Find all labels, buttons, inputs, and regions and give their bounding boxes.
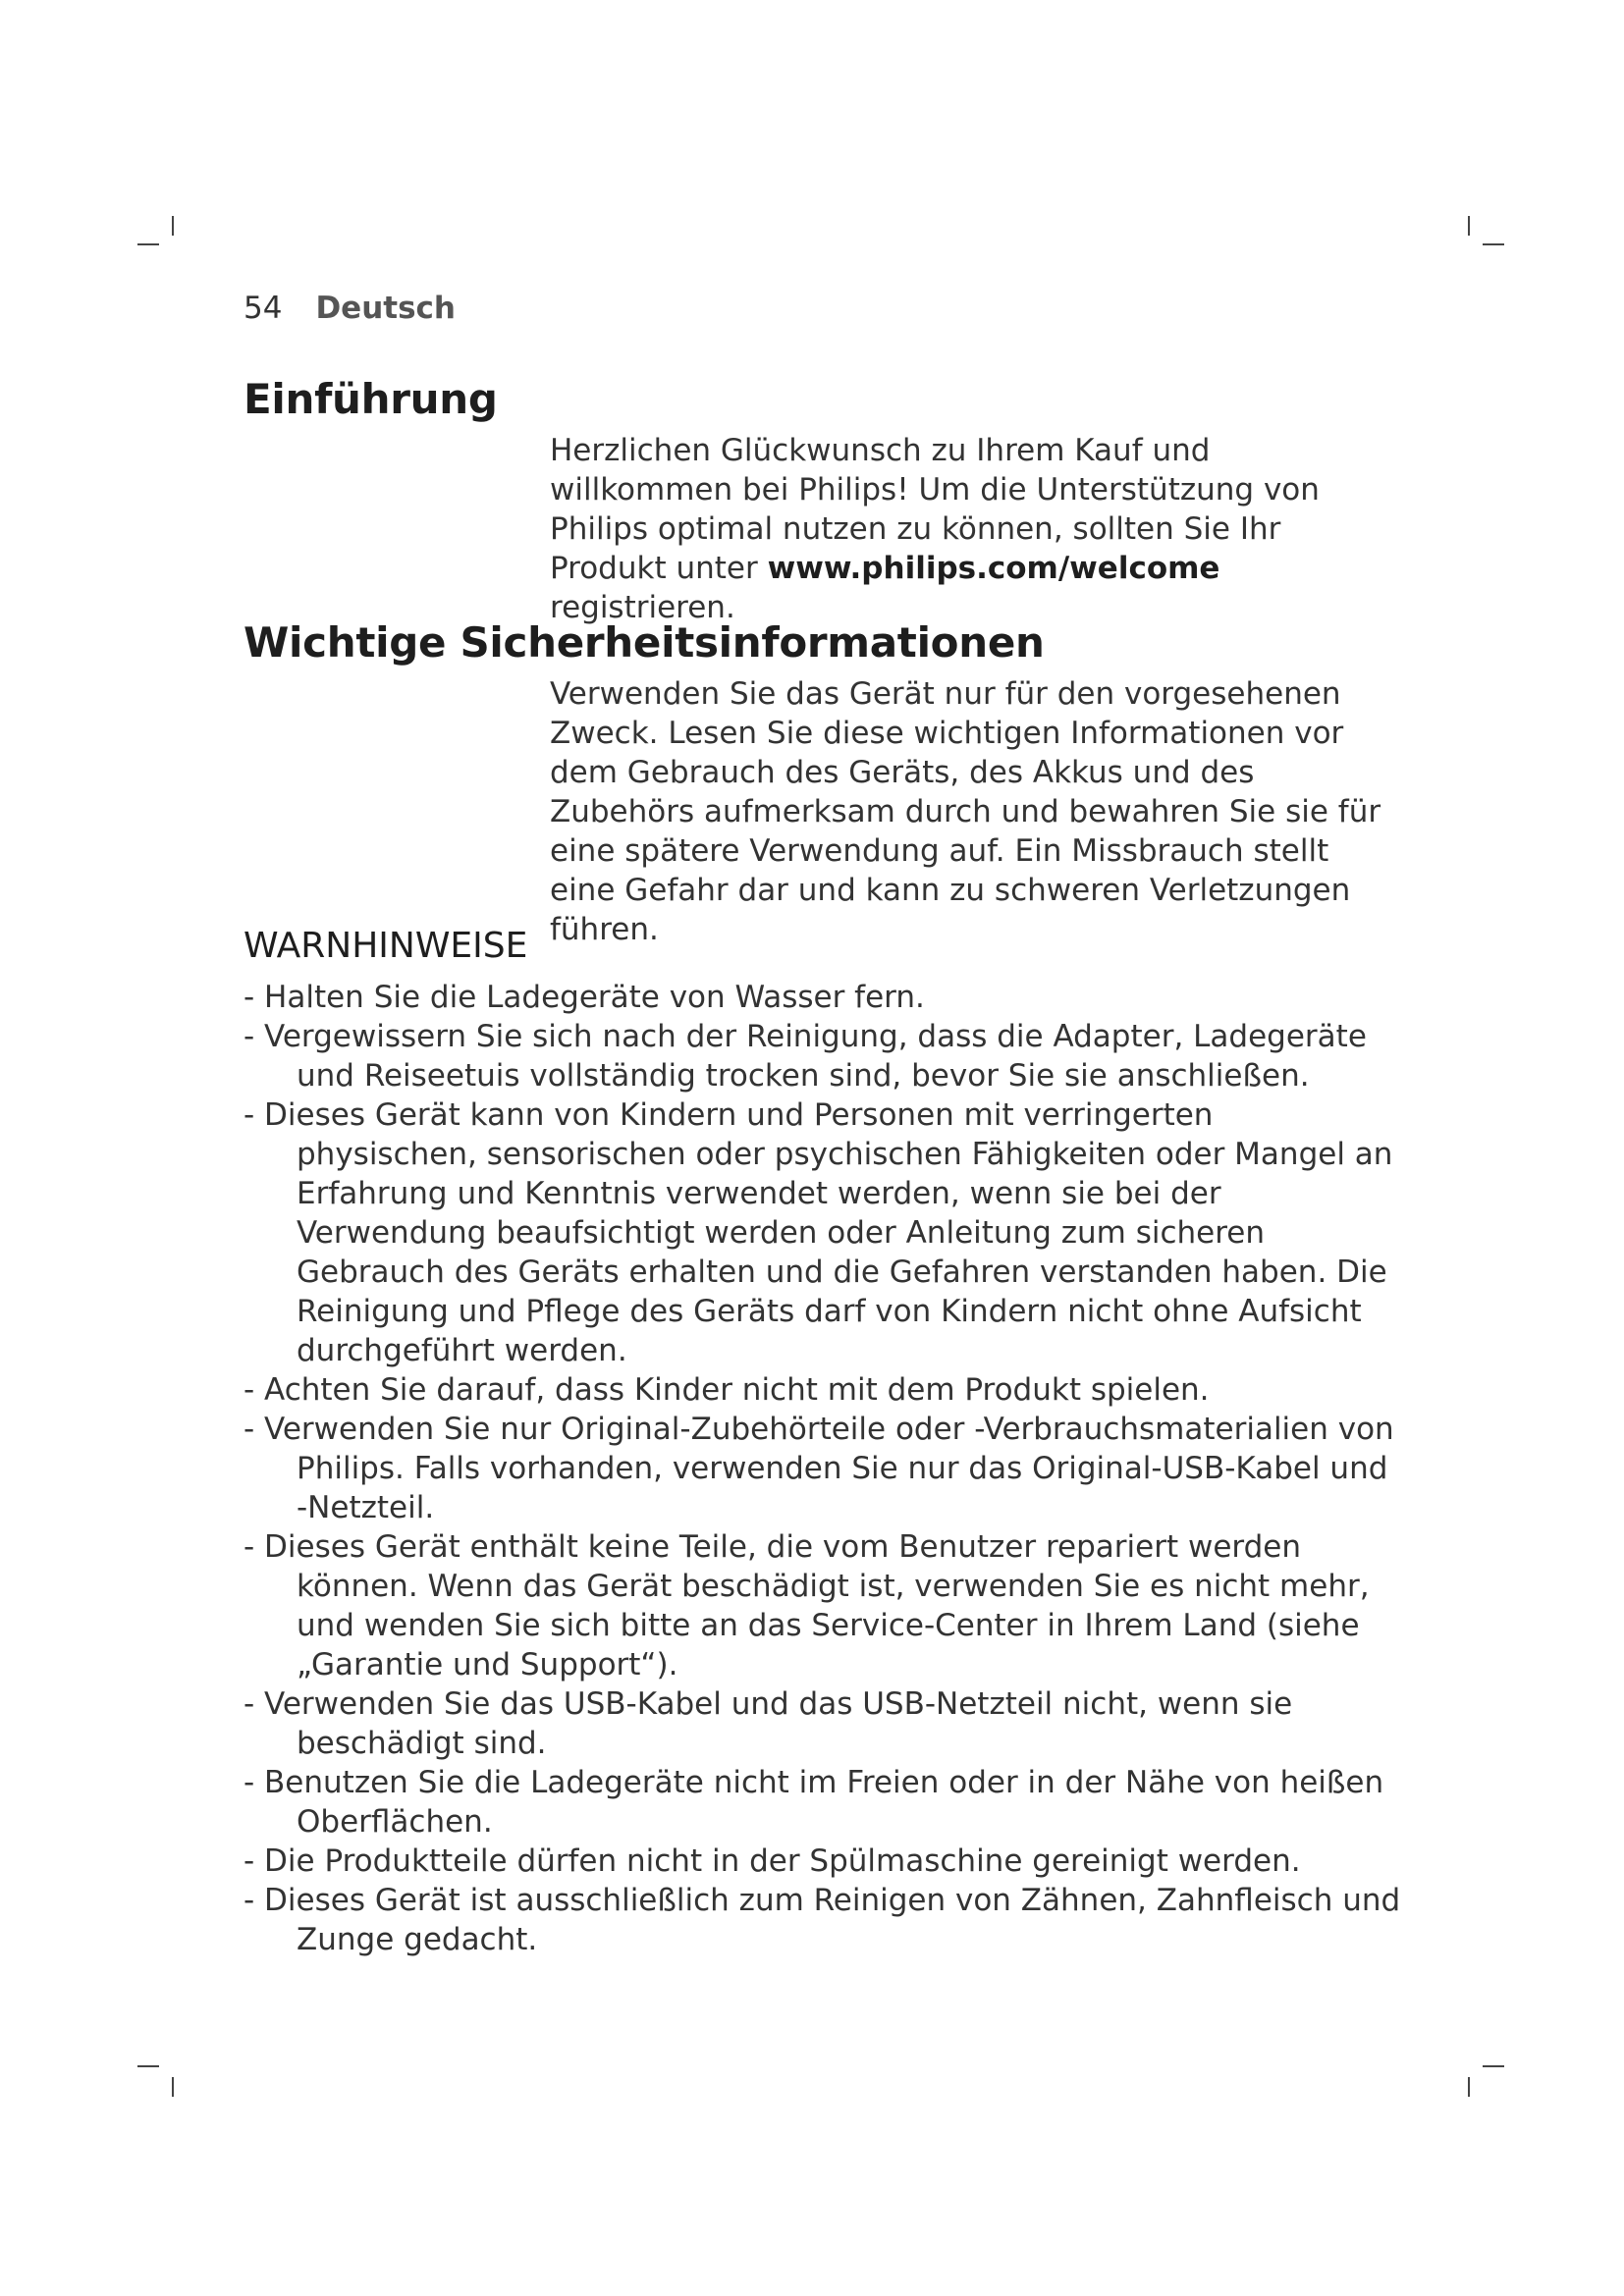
- safety-heading: Wichtige Sicherheitsinformationen: [244, 618, 1045, 667]
- intro-heading: Einführung: [244, 375, 498, 423]
- warning-item: - Dieses Gerät ist ausschließlich zum Reinigen von Zähnen, Zahnfleisch und Zunge gedacht.: [244, 1883, 1401, 1957]
- warning-item: - Benutzen Sie die Ladegeräte nicht im Freien oder in der Nähe von heißen Oberflächen.: [244, 1765, 1384, 1840]
- crop-mark-top-left-h: [137, 243, 159, 245]
- warning-item: - Achten Sie darauf, dass Kinder nicht mit dem Produkt spielen.: [244, 1372, 1210, 1408]
- intro-paragraph: [550, 431, 1394, 627]
- warnings-heading: WARNHINWEISE: [244, 926, 528, 966]
- intro-text: Herzlichen Glückwunsch zu Ihrem Kauf und willkommen bei Philips! Um die Unterstützung von Philips optimal nutzen zu können, sollten Sie Ihr Produkt unter: [550, 433, 1320, 586]
- warning-item: - Dieses Gerät kann von Kindern und Personen mit verringerten physischen, sensorischen oder psychischen Fähigkeiten oder Mangel an Erfahrung und Kenntnis verwendet werden, wenn sie bei der Verwendung beaufsichtigt werden oder Anleitung zum sicheren Gebrauch des Geräts erhalten und die Gefahren verstanden haben. Die Reinigung und Pflege des Geräts darf von Kindern nicht ohne Aufsicht durchgeführt werden.: [244, 1097, 1393, 1368]
- intro-text-end: registrieren.: [550, 590, 735, 625]
- warning-item: - Vergewissern Sie sich nach der Reinigung, dass die Adapter, Ladegeräte und Reiseetuis vollständig trocken sind, bevor Sie sie anschließen.: [244, 1019, 1367, 1094]
- crop-mark-bottom-right-v: [1468, 2077, 1470, 2097]
- crop-mark-top-right-v: [1468, 216, 1470, 236]
- crop-mark-top-left-v: [172, 216, 174, 236]
- crop-mark-bottom-left-h: [137, 2065, 159, 2067]
- warning-item: - Verwenden Sie das USB-Kabel und das USB-Netzteil nicht, wenn sie beschädigt sind.: [244, 1686, 1293, 1761]
- page-language: Deutsch: [315, 291, 456, 326]
- warnings-list: [244, 978, 1402, 1959]
- warning-item: - Dieses Gerät enthält keine Teile, die vom Benutzer repariert werden können. Wenn das Gerät beschädigt ist, verwenden Sie es nicht mehr, und wenden Sie sich bitte an das Service-Center in Ihrem Land (siehe „Garantie und Support“).: [244, 1529, 1370, 1682]
- crop-mark-bottom-left-v: [172, 2077, 174, 2097]
- warning-item: - Halten Sie die Ladegeräte von Wasser fern.: [244, 980, 925, 1015]
- page-header: [244, 291, 456, 326]
- crop-mark-top-right-h: [1483, 243, 1504, 245]
- page-number: 54: [244, 291, 283, 326]
- warning-item: - Verwenden Sie nur Original-Zubehörteile oder -Verbrauchsmaterialien von Philips. Falls vorhanden, verwenden Sie nur das Original-USB-Kabel und -Netzteil.: [244, 1412, 1394, 1525]
- welcome-link[interactable]: www.philips.com/welcome: [767, 551, 1220, 586]
- crop-mark-bottom-right-h: [1483, 2065, 1504, 2067]
- safety-paragraph: Verwenden Sie das Gerät nur für den vorgesehenen Zweck. Lesen Sie diese wichtigen Informationen vor dem Gebrauch des Geräts, des Akkus und des Zubehörs aufmerksam durch und bewahren Sie sie für eine spätere Verwendung auf. Ein Missbrauch stellt eine Gefahr dar und kann zu schweren Verletzungen führen.: [550, 676, 1381, 947]
- warning-item: - Die Produktteile dürfen nicht in der Spülmaschine gereinigt werden.: [244, 1843, 1301, 1879]
